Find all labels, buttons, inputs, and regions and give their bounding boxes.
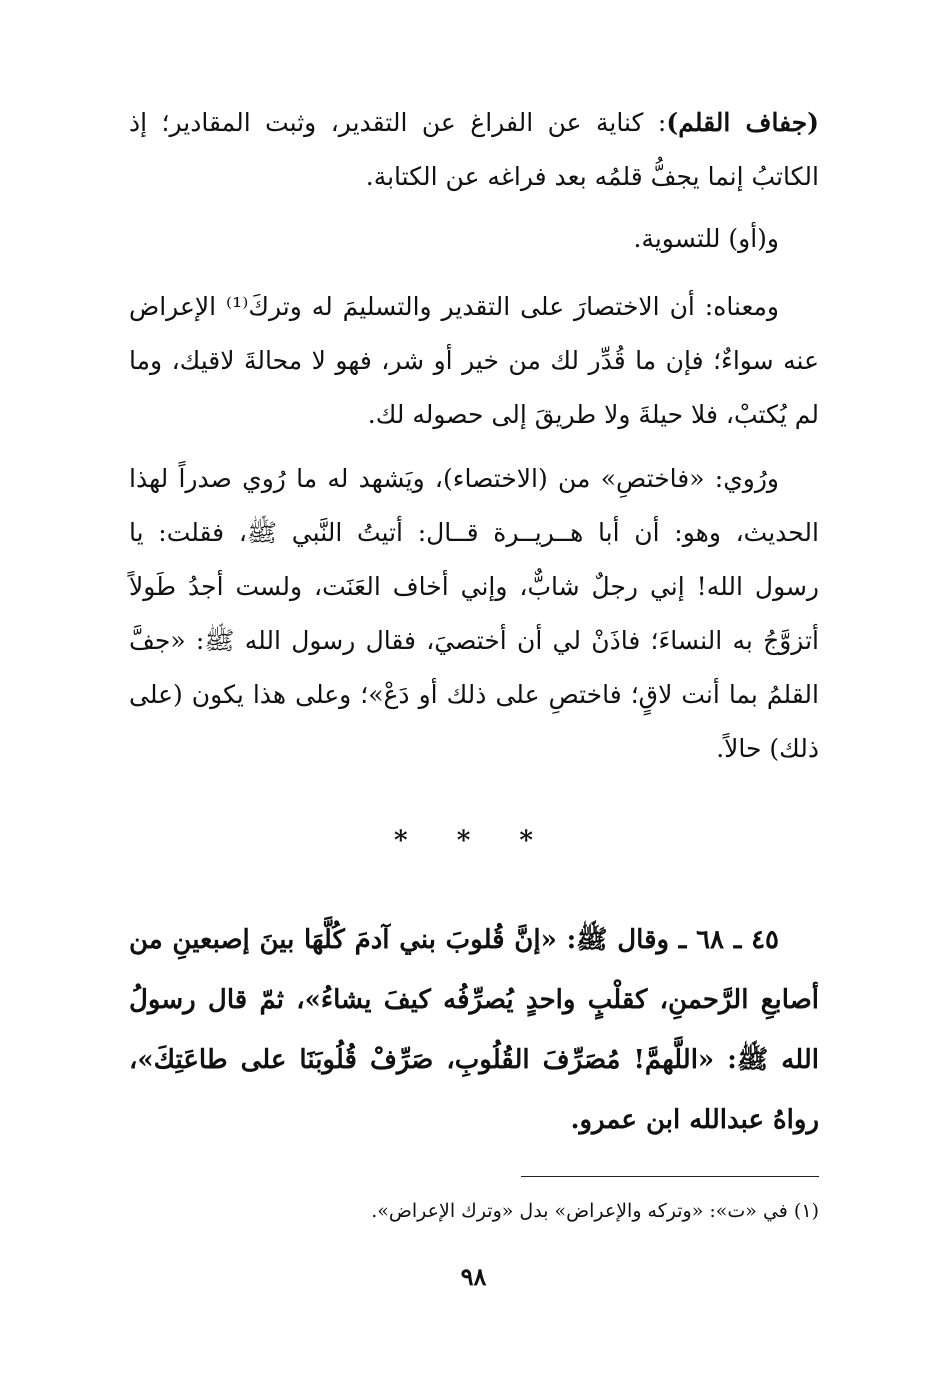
hadith-text: ٤٥ ـ ٦٨ ـ وقال ﷺ: «إنَّ قُلوبَ بني آدمَ كُلَّهَا بينَ إصبعينِ من أصابعِ الرَّحمنِ، كقلْبٍ واحدٍ يُصرِّفُه كيفَ يشاءُ»، ثمّ قال رسولُ الله ﷺ: «اللَّهمَّ! مُصَرِّفَ القُلُوبِ، صَرِّفْ قُلُوبَنَا على طاعَتِكَ»، رواهُ عبدالله ابن عمرو. [129,925,819,1135]
page-number: ٩٨ [460,1262,487,1291]
section-separator: * * * [394,826,553,856]
paragraph-note: و(أو) للتسوية. [633,224,779,253]
paragraph-meaning: ومعناه: أن الاختصارَ على التقدير والتسليمَ له وتركَ⁽¹⁾ الإعراض عنه سواءٌ؛ فإن ما قُدِّر لك من خير أو شر، فهو لا محالةَ لاقيك، وما لم يُكتبْ، فلا حيلةَ ولا طريقَ إلى حصوله لك. [129,292,819,429]
footnote: (١) في «ت»: «وتركه والإعراض» بدل «وترك الإعراض». [371,1200,819,1222]
footnote-divider [521,1176,819,1177]
paragraph-narration: ورُوي: «فاختصِ» من (الاختصاء)، ويَشهد له ما رُوي صدراً لهذا الحديث، وهو: أن أبا هــريــرة قــال: أتيتُ النَّبي ﷺ، فقلت: يا رسول الله! إني رجلٌ شابٌّ، وإني أخاف العَنَت، ولست أجدُ طَولاً أتزوَّجُ به النساءَ؛ فاذَنْ لي أن أختصيَ، فقال رسول الله ﷺ: «جفَّ القلمُ بما أنت لاقٍ؛ فاختصِ على ذلك أو دَعْ»؛ وعلى هذا يكون (على ذلك) حالاً. [129,464,819,763]
definition-text: : كناية عن الفراغ عن التقدير، وثبت المقادير؛ إذ الكاتبُ إنما يجفُّ قلمُه بعد فراغه عن الكتابة. [129,108,819,191]
defined-term: (جفاف القلم) [666,108,819,137]
paragraph-definition [129,96,819,204]
